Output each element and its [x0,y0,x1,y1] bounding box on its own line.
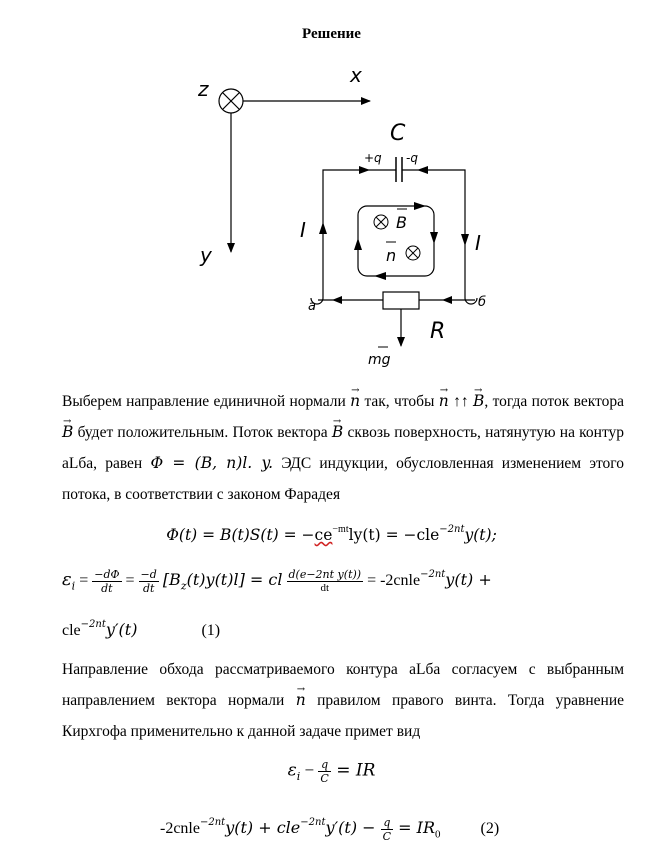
equation-number: (2) [480,820,500,838]
eq-part: y(t) + [445,570,492,590]
eq-part: y′(t) − [325,818,381,838]
equation-emf-line2 [62,620,220,640]
b-vector: → B [473,386,484,417]
equation-emf [62,568,492,595]
minus-q-label: -q [406,151,418,165]
eq-part: -2cnle [160,820,200,838]
z-axis-symbol [219,89,243,113]
denominator: dt [320,582,330,594]
eq-part: y(t) + cle [225,818,301,838]
text: Направление обхода рассматриваемого контура aLба согласуем с выбранным направлением вектора нормали [62,661,624,709]
circuit-wire [323,170,465,298]
circuit-diagram [190,62,520,372]
text: так, чтобы [364,393,435,410]
denominator: dt [101,582,113,595]
eq-part: y(t); [464,526,497,544]
current-label-left: I [300,218,306,242]
exponent: −mt [332,524,349,535]
fraction [92,568,121,595]
n-vector-label: n [386,246,397,265]
resistor [383,292,419,309]
b-field-symbol [374,215,388,229]
capacitor-label: C [390,121,406,146]
node-b-label: б [478,295,487,310]
subscript: i [71,579,76,593]
epsilon: ε [62,569,72,591]
z-axis-label: z [198,77,209,101]
eq-part: = -2cnle [363,572,421,590]
denominator: C [382,830,392,843]
y-axis-label: y [200,243,212,267]
eq-part: ce [314,526,333,544]
eq-part: [B [162,570,181,590]
numerator: −dΦ [94,568,120,581]
eq-part: − [300,760,319,780]
current-label-right: I [475,231,481,255]
text: правилом правого винта. Тогда уравнение Кирхгофа применительно к данной задаче примет вид [62,692,625,740]
n-vector: → n [296,685,306,716]
eq-part: = IR [330,760,376,781]
n-vector: → n [439,386,449,417]
text: ЭДС индукции, обусловленная изменением этого потока, в соответствии с законом Фарадея [62,455,625,503]
exponent: −2nt [300,817,326,829]
eq-part: = IR [393,818,436,838]
numerator: d(e−2nt y(t)) [288,568,362,581]
subscript: i [296,769,301,783]
paragraph-kirchhoff [62,654,624,747]
subscript: z [180,579,187,593]
b-vector: → B [332,417,343,448]
denominator: dt [142,582,155,595]
resistor-label: R [430,319,446,344]
text: будет положительным. Поток вектора [77,424,328,441]
n-direction-symbol [406,246,420,260]
equation-final [160,816,499,843]
flux-formula: Φ = (B, n)l. y. [150,454,274,472]
exponent: −2nt [199,817,226,829]
paragraph-normal-direction [62,386,624,510]
text: сквозь поверхность, натянутую на контур aLба, равен [62,424,625,472]
fraction [381,816,393,843]
exponent: −2nt [439,524,465,535]
b-vector: → B [62,417,73,448]
b-vector-label: B [396,213,407,232]
fraction [318,758,330,785]
fraction [139,568,159,595]
eq-part: Φ(t) = B(t)S(t) = − [166,526,315,544]
fraction [287,568,364,595]
numerator: q [318,758,330,772]
current-arrow-left [319,222,327,234]
n-vector: → n [350,386,360,417]
eq-part: = [125,572,139,590]
equation-number: (1) [201,622,221,639]
epsilon: ε [287,760,297,781]
eq-part: (t)y(t)l] = cl [186,570,283,590]
eq-part: = [75,572,93,590]
equation-kirchhoff [0,758,663,785]
eq-part: ly(t) = −cle [348,526,440,544]
eq-part: cle [62,622,81,639]
gravity-label: mg [368,352,391,368]
text: , тогда поток вектора [484,393,625,410]
parallel-arrows: ↑↑ [453,393,469,410]
current-arrow-right [461,234,469,246]
page-title: Решение [302,26,361,42]
equation-flux [0,526,663,545]
exponent: −2nt [420,569,446,581]
exponent: −2nt [80,619,106,630]
text: Выберем направление единичной нормали [62,393,346,410]
numerator: q [381,816,393,830]
plus-q-label: +q [364,151,382,165]
subscript: 0 [435,828,441,841]
node-a-label: а [308,299,316,314]
x-axis-label: x [350,63,362,87]
eq-part: y′(t) [105,620,138,639]
numerator: −d [140,568,157,581]
denominator: C [320,772,329,785]
